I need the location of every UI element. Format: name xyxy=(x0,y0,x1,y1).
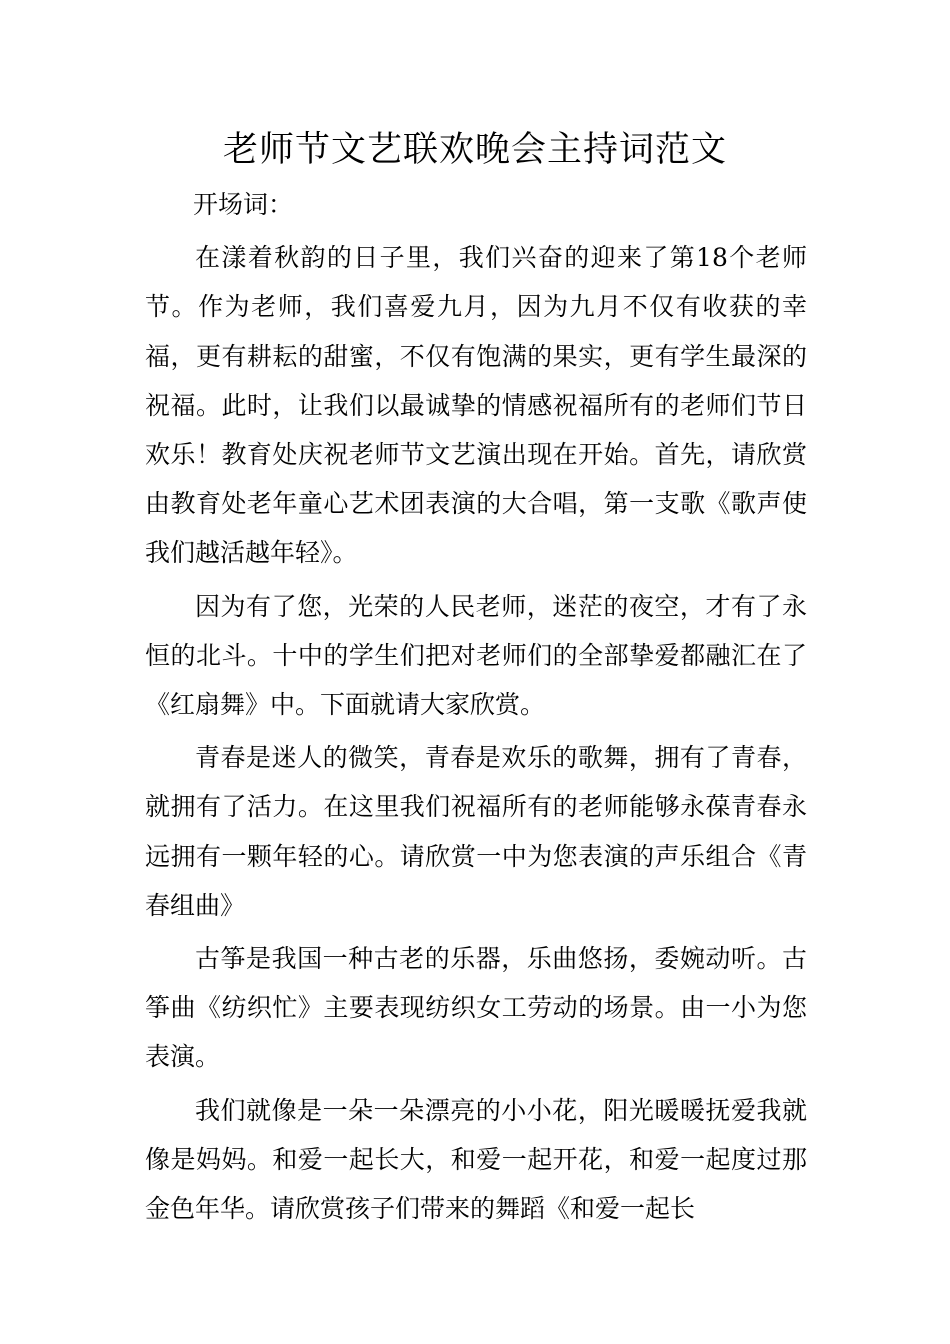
document-body xyxy=(145,180,807,1233)
paragraph-5: 我们就像是一朵一朵漂亮的小小花，阳光暖暖抚爱我就像是妈妈。和爱一起长大，和爱一起开花，和爱一起度过那金色年华。请欣赏孩子们带来的舞蹈《和爱一起长 xyxy=(145,1095,807,1224)
opening-label: 开场词： xyxy=(193,190,294,219)
paragraph-4: 古筝是我国一种古老的乐器，乐曲悠扬，委婉动听。古筝曲《纺织忙》主要表现纺织女工劳动的场景。由一小为您表演。 xyxy=(145,944,807,1072)
paragraph-2: 因为有了您，光荣的人民老师，迷茫的夜空，才有了永恒的北斗。十中的学生们把对老师们的全部挚爱都融汇在了《红扇舞》中。下面就请大家欣赏。 xyxy=(145,591,807,720)
paragraph-1: 在漾着秋韵的日子里，我们兴奋的迎来了第18个老师节。作为老师，我们喜爱九月，因为九月不仅有收获的幸福，更有耕耘的甜蜜，不仅有饱满的果实，更有学生最深的祝福。此时，让我们以最诚挚的情感祝福所有的老师们节日欢乐！教育处庆祝老师节文艺演出现在开始。首先，请欣赏由教育处老年童心艺术团表演的大合唱，第一支歌《歌声使我们越活越年轻》。 xyxy=(145,243,807,568)
paragraph-3: 青春是迷人的微笑，青春是欢乐的歌舞，拥有了青春，就拥有了活力。在这里我们祝福所有的老师能够永葆青春永远拥有一颗年轻的心。请欣赏一中为您表演的声乐组合《青春组曲》 xyxy=(145,743,807,920)
document-title: 老师节文艺联欢晚会主持词范文 xyxy=(222,130,727,170)
